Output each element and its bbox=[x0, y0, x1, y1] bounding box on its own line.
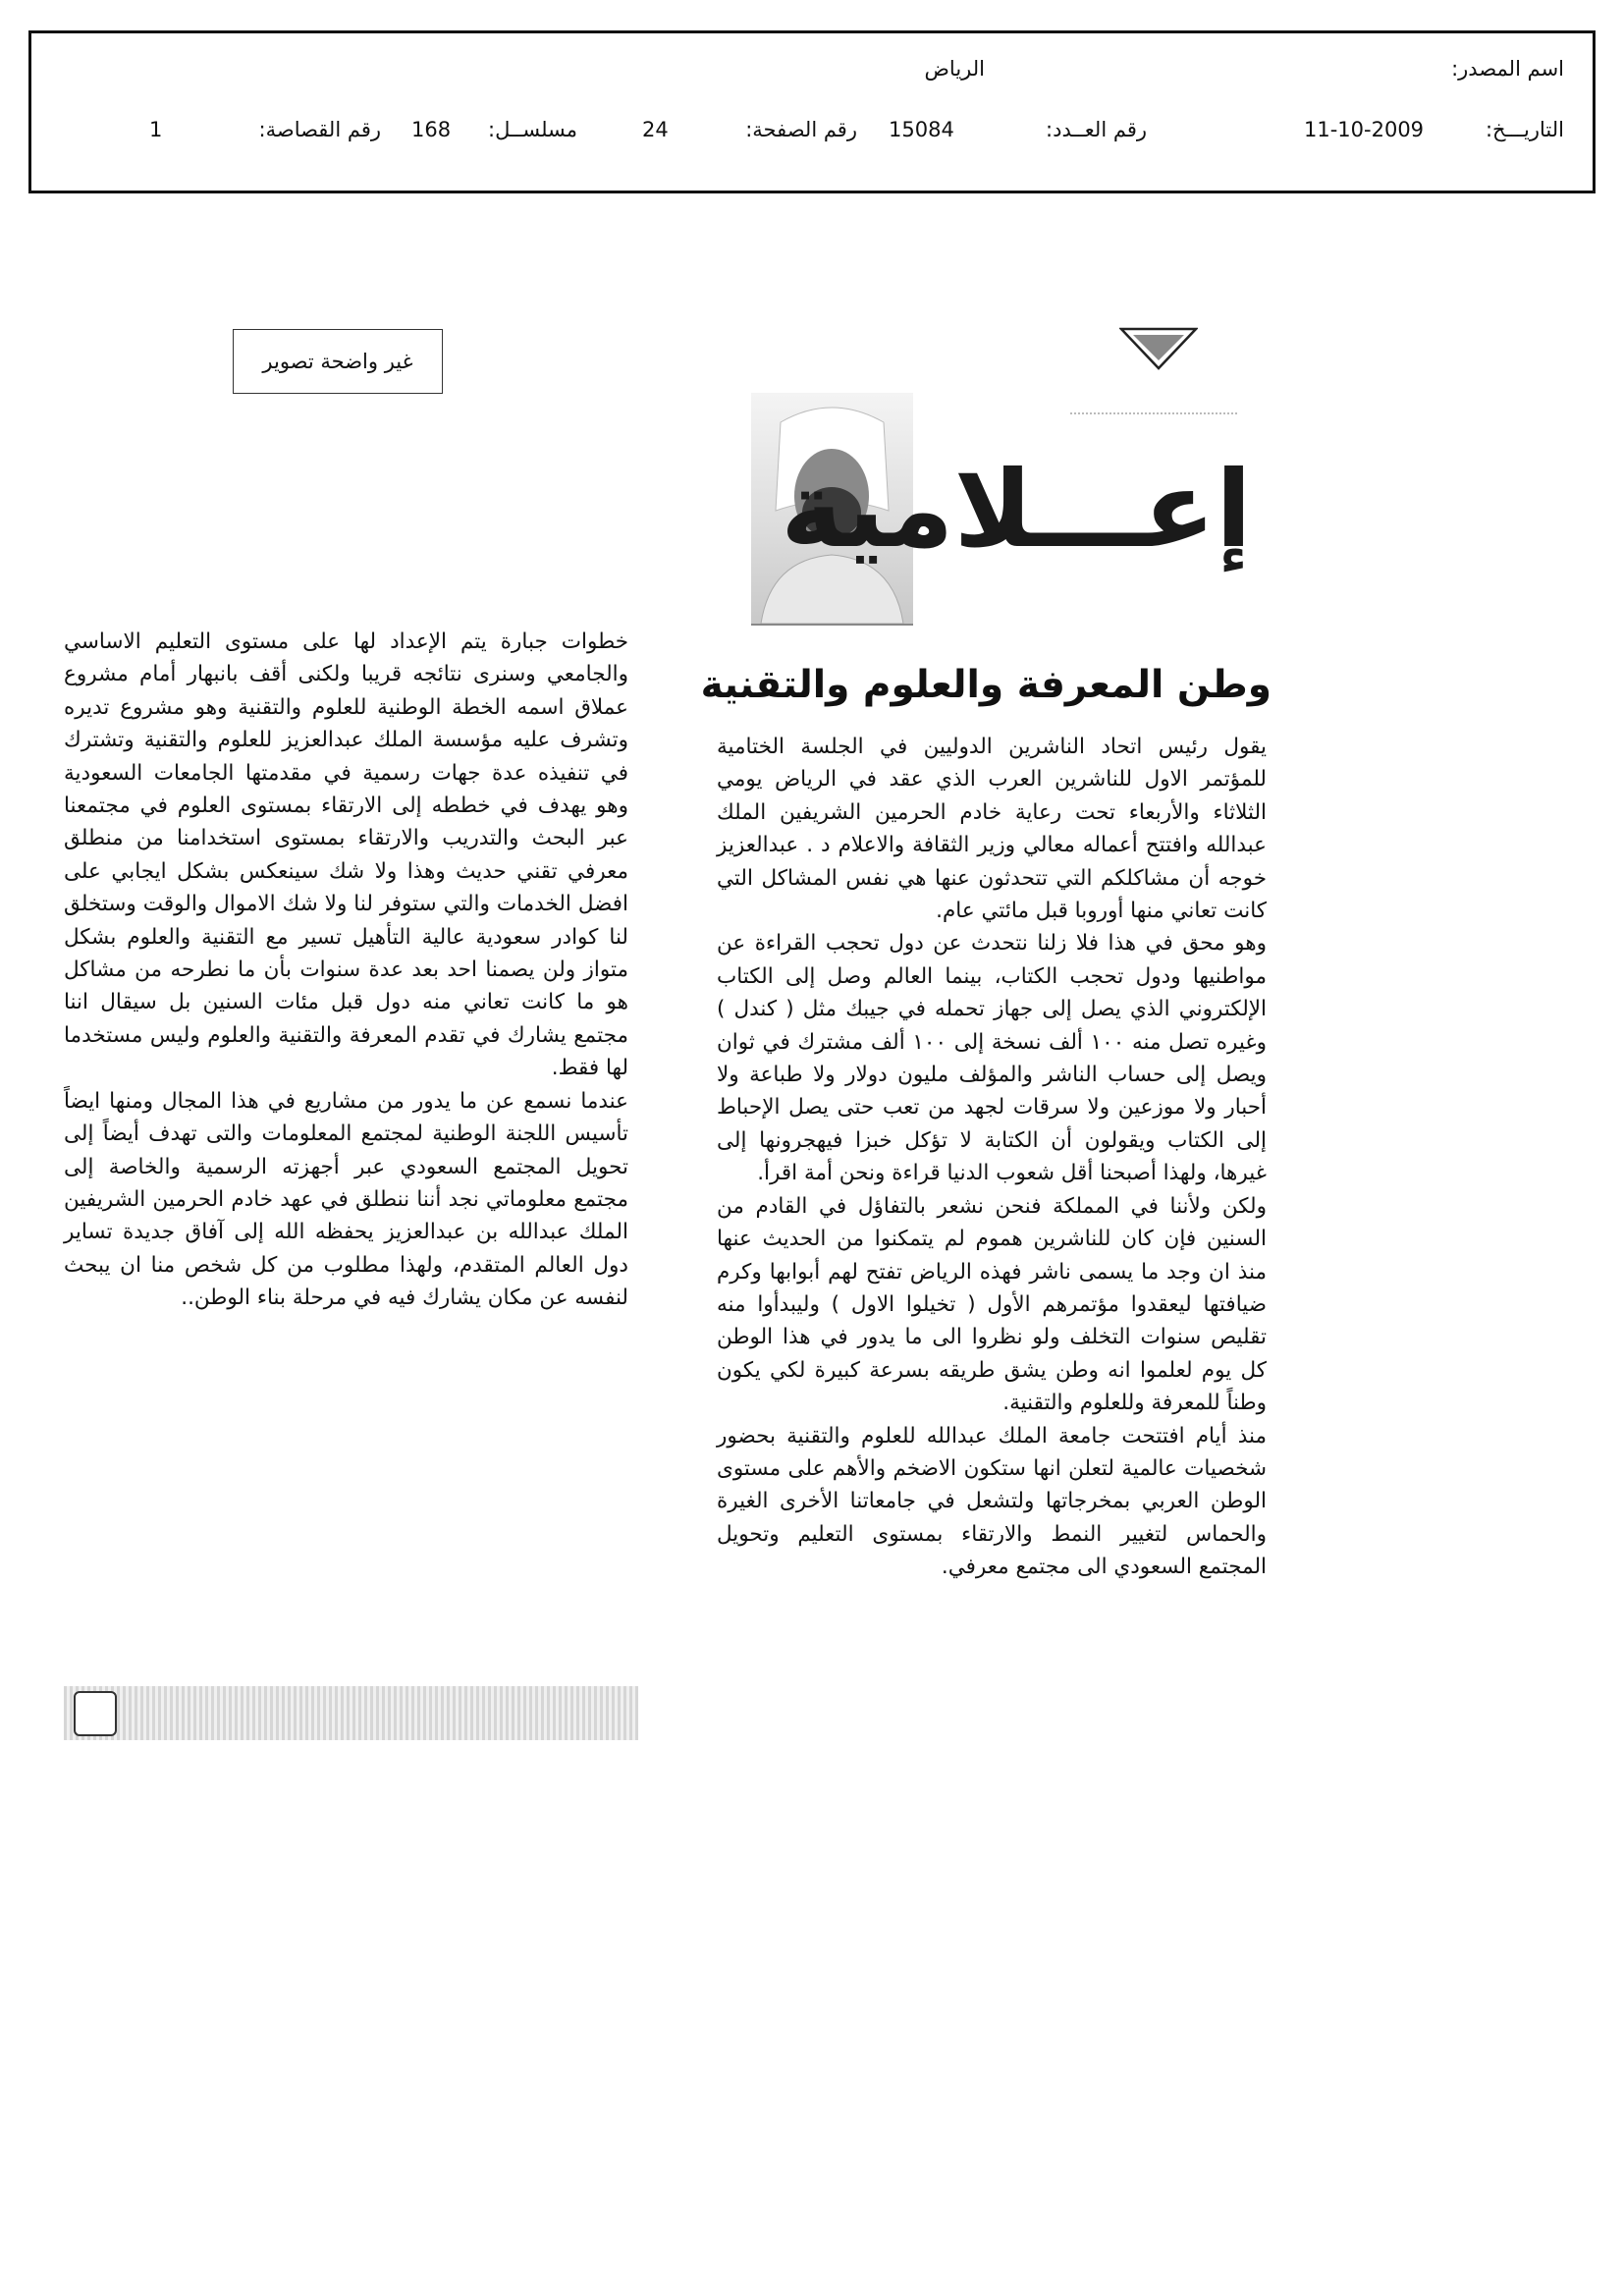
clipping-value: 1 bbox=[149, 118, 163, 141]
page-value: 24 bbox=[642, 118, 669, 141]
date-label: التاريـــخ: bbox=[1485, 118, 1564, 141]
column-end-icon bbox=[74, 1691, 117, 1736]
article-right-column bbox=[717, 731, 1267, 1584]
issue-value: 15084 bbox=[889, 118, 954, 141]
serial-value: 168 bbox=[411, 118, 452, 141]
paragraph: عندما نسمع عن ما يدور من مشاريع في هذا المجال ومنها ايضاً تأسيس اللجنة الوطنية لمجتمع المعلومات والتى تهدف أيضاً إلى تحويل المجتمع السعودي عبر أجهزته الرسمية والخاصة إلى مجتمع معلوماتي نجد أننا ننطلق في عهد خادم الحرمين الشريفين الملك عبدالله بن عبدالعزيز يحفظه الله إلى آفاق جديدة تساير دول العالم المتقدم، ولهذا مطلوب من كل شخص منا ان يبحث لنفسه عن مكان يشارك فيه في مرحلة بناء الوطن.. bbox=[64, 1088, 628, 1311]
article-left-column bbox=[64, 626, 628, 1315]
unclear-copy-note: غير واضحة تصوير bbox=[233, 329, 443, 394]
header-frame bbox=[28, 30, 1596, 193]
source-label: اسم المصدر: bbox=[1451, 57, 1564, 81]
serial-label: مسلســل: bbox=[488, 118, 577, 141]
down-triangle-icon bbox=[1119, 327, 1198, 371]
article-title: وطن المعرفة والعلوم والتقنية bbox=[700, 663, 1271, 707]
paragraph: خطوات جبارة يتم الإعداد لها على مستوى التعليم الاساسي والجامعي وسنرى نتائجه قريبا ولكنى أقف بانبهار أمام مشروع عملاق اسمه الخطة الوطنية للعلوم والتقنية وهو مشروع تديره وتشرف عليه مؤسسة الملك عبدالعزيز للعلوم والتقنية وتشترك في تنفيذه عدة جهات رسمية في مقدمتها الجامعات السعودية وهو يهدف في خططه إلى الارتقاء بمستوى العلوم في مجتمعنا عبر البحث والتدريب والارتقاء بمستوى استخدامنا من منطلق معرفي تقني حديث وهذا ولا شك سينعكس بشكل ايجابي على افضل الخدمات والتي ستوفر لنا ولا شك الاموال والوقت وستخلق لنا كوادر سعودية عالية التأهيل تسير مع التقنية والعلوم بشكل متواز ولن يصمنا احد بعد عدة سنوات بأن ما نطرحه من مشاكل هو ما كانت تعاني منه دول قبل مئات السنين بل سيقال اننا مجتمع يشارك في تقدم المعرفة والتقنية والعلوم وليس مستخدما لها فقط. bbox=[64, 629, 628, 1081]
issue-label: رقم العــدد: bbox=[1046, 118, 1147, 141]
page-label: رقم الصفحة: bbox=[745, 118, 857, 141]
paragraph: يقول رئيس اتحاد الناشرين الدوليين في الجلسة الختامية للمؤتمر الاول للناشرين العرب الذي عقد في الرياض يومي الثلاثاء والأربعاء تحت رعاية خادم الحرمين الشريفين الملك عبدالله وافتتح أعماله معالي وزير الثقافة والاعلام د . عبدالعزيز خوجه أن مشاكلكم التي تتحدثون عنها هي نفس المشاكل التي كانت تعاني منها أوروبا قبل مائتي عام. bbox=[717, 735, 1267, 924]
paragraph: وهو محق في هذا فلا زلنا نتحدث عن دول تحجب القراءة عن مواطنيها ودول تحجب الكتاب، بينما العالم وصل إلى الكتاب الإلكتروني الذي يصل إلى جهاز تحمله في جيبك مثل ( كندل ) وغيره تصل منه ١٠٠ ألف نسخة إلى ١٠٠ ألف مشترك في ثوان ويصل إلى حساب الناشر والمؤلف مليون دولار ولا طباعة ولا أحبار ولا موزعين ولا سرقات لجهد من تعب حتى يصل الإحباط إلى الكتاب ويقولون أن الكتابة لا تؤكل خبزا فيهجرونها إلى غيرها، ولهذا أصبحنا أقل شعوب الدنيا قراءة ونحن أمة اقرأ. bbox=[717, 931, 1268, 1186]
paragraph: منذ أيام افتتحت جامعة الملك عبدالله للعلوم والتقنية بحضور شخصيات عالمية لتعلن انها ستكون الاضخم والأهم على مستوى الوطن العربي بمخرجاتها ولتشعل في جامعاتنا الأخرى الغيرة والحماس لتغيير النمط والارتقاء بمستوى التعليم وتحويل المجتمع السعودي الى مجتمع معرفي. bbox=[717, 1423, 1267, 1580]
date-value: 11-10-2009 bbox=[1304, 118, 1425, 141]
column-end-strip bbox=[64, 1686, 638, 1740]
paragraph: ولكن ولأننا في المملكة فنحن نشعر بالتفاؤل في القادم من السنين فإن كان للناشرين هموم لم يتمكنوا من الحديث عنها منذ ان وجد ما يسمى ناشر فهذه الرياض تفتح لهم أبوابها وكرم ضيافتها ليعقدوا مؤتمرهم الأول ( تخيلوا الاول ) وليبدأوا منه تقليص سنوات التخلف ولو نظروا الى ما يدور في هذا الوطن كل يوم لعلموا انه وطن يشق طريقه بسرعة كبيرة لكي يكون وطناً للمعرفة وللعلوم والتقنية. bbox=[717, 1193, 1267, 1416]
column-logo: إعـــلامية bbox=[781, 449, 1252, 572]
source-value: الرياض bbox=[924, 57, 985, 81]
clipping-label: رقم القصاصة: bbox=[258, 118, 381, 141]
